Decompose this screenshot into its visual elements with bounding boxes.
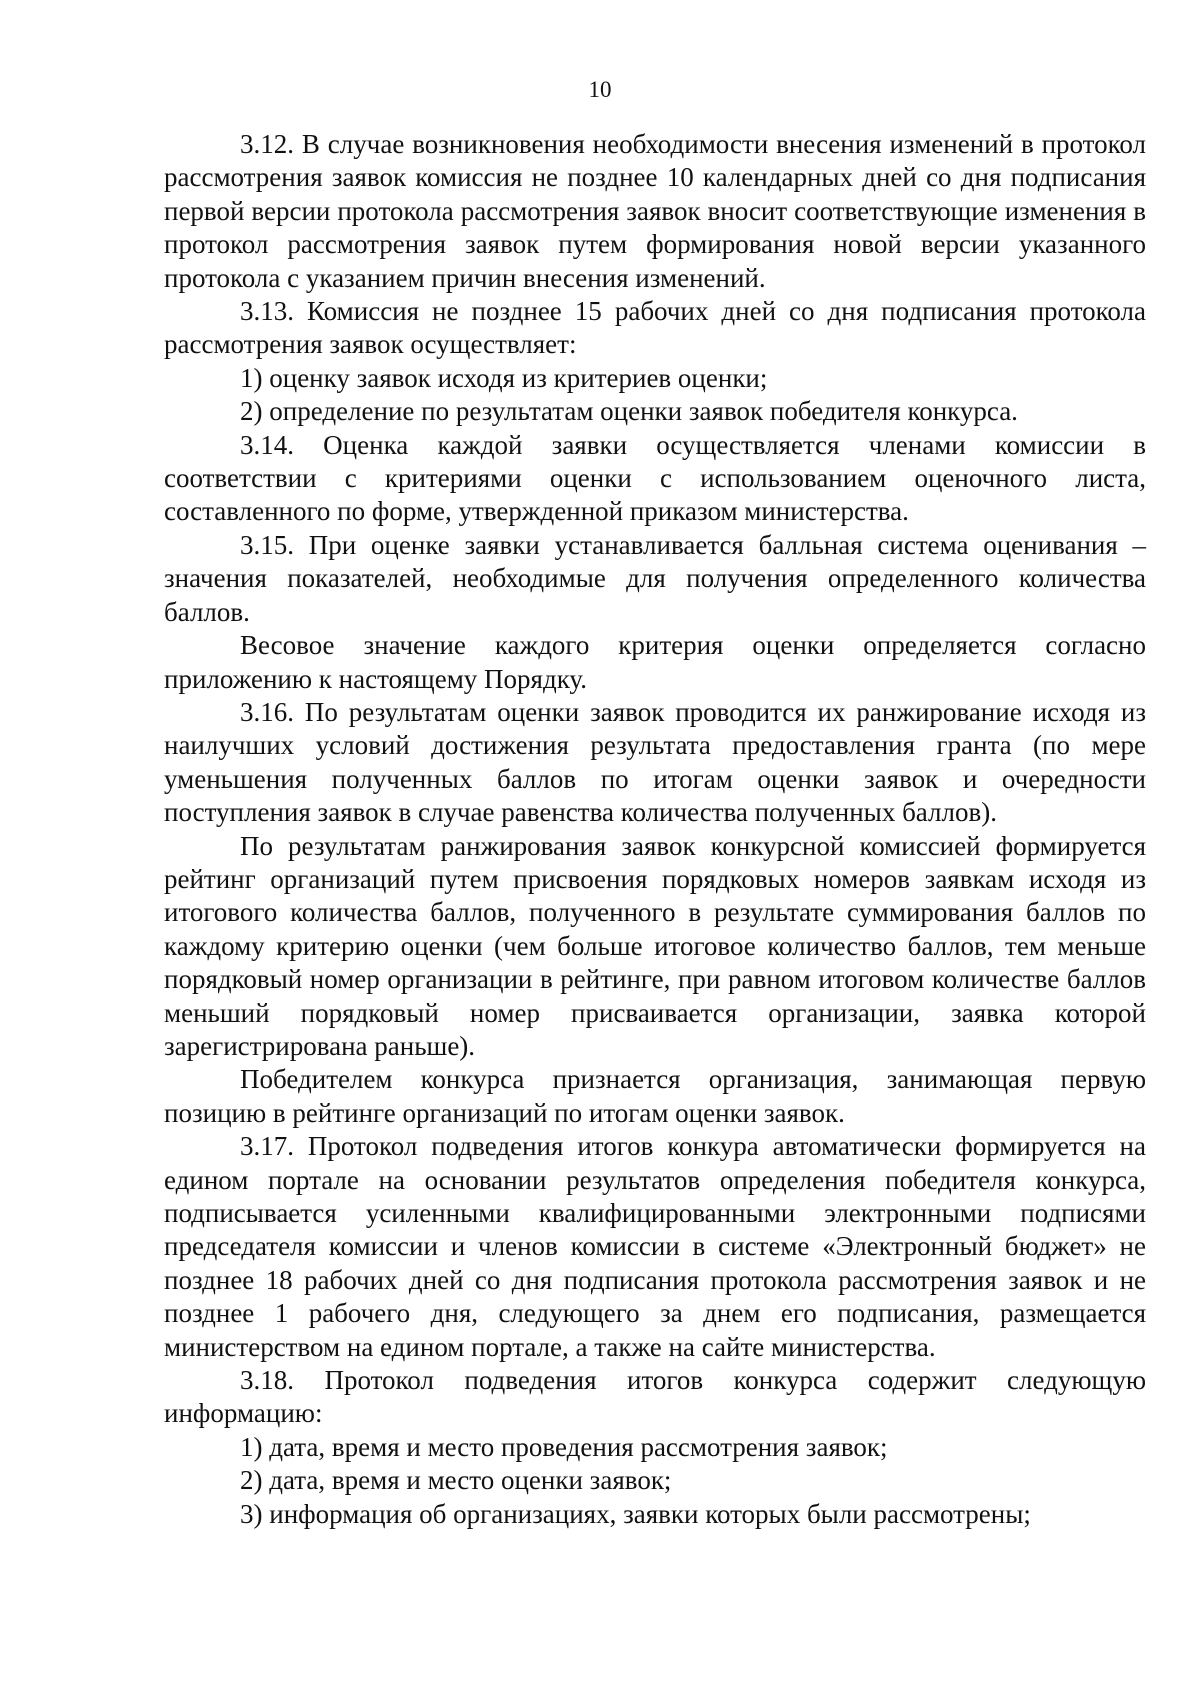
paragraph-3-16: 3.16. По результатам оценки заявок проводится их ранжирование исходя из наилучших условий достижения результата предоставления гранта (по мере уменьшения полученных баллов по итогам оценки заявок и очередности поступления заявок в случае равенства количества полученных баллов). [164, 696, 1146, 828]
paragraph-weight-value: Весовое значение каждого критерия оценки определяется согласно приложению к настоящему Порядку. [164, 630, 1146, 694]
paragraph-winner: Победителем конкурса признается организация, занимающая первую позицию в рейтинге организаций по итогам оценки заявок. [164, 1064, 1146, 1128]
list-item-3-18-3: 3) информация об организациях, заявки которых были рассмотрены; [240, 1498, 1031, 1529]
paragraph-3-18: 3.18. Протокол подведения итогов конкурса содержит следующую информацию: [164, 1365, 1146, 1429]
paragraph-3-15: 3.15. При оценке заявки устанавливается балльная система оценивания – значения показателей, необходимые для получения определенного количества баллов. [164, 529, 1146, 627]
document-body [164, 128, 1146, 1531]
list-item-3-13-2: 2) определение по результатам оценки заявок победителя конкурса. [240, 396, 1018, 427]
paragraph-3-17: 3.17. Протокол подведения итогов конкура автоматически формируется на едином портале на основании результатов определения победителя конкурса, подписывается усиленными квалифицированными электронными подписями председателя комиссии и членов комиссии в системе «Электронный бюджет» не позднее 18 рабочих дней со дня подписания протокола рассмотрения заявок и не позднее 1 рабочего дня, следующего за днем его подписания, размещается министерством на едином портале, а также на сайте министерства. [164, 1131, 1146, 1362]
paragraph-3-13: 3.13. Комиссия не позднее 15 рабочих дней со дня подписания протокола рассмотрения заявок осуществляет: [164, 296, 1146, 360]
paragraph-3-14: 3.14. Оценка каждой заявки осуществляется членами комиссии в соответствии с критериями оценки с использованием оценочного листа, составленного по форме, утвержденной приказом министерства. [164, 429, 1146, 527]
paragraph-3-12: 3.12. В случае возникновения необходимости внесения изменений в протокол рассмотрения заявок комиссия не позднее 10 календарных дней со дня подписания первой версии протокола рассмотрения заявок вносит соответствующие изменения в протокол рассмотрения заявок путем формирования новой версии указанного протокола с указанием причин внесения изменений. [164, 129, 1146, 293]
paragraph-ranking-rules: По результатам ранжирования заявок конкурсной комиссией формируется рейтинг организаций путем присвоения порядковых номеров заявкам исходя из итогового количества баллов, полученного в результате суммирования баллов по каждому критерию оценки (чем больше итоговое количество баллов, тем меньше порядковый номер организации в рейтинге, при равном итоговом количестве баллов меньший порядковый номер присваивается организации, заявка которой зарегистрирована раньше). [164, 830, 1146, 1061]
list-item-3-18-2: 2) дата, время и место оценки заявок; [240, 1465, 672, 1496]
list-item-3-13-1: 1) оценку заявок исходя из критериев оценки; [240, 362, 768, 393]
list-item-3-18-1: 1) дата, время и место проведения рассмотрения заявок; [240, 1431, 888, 1462]
page-number: 10 [588, 77, 612, 102]
